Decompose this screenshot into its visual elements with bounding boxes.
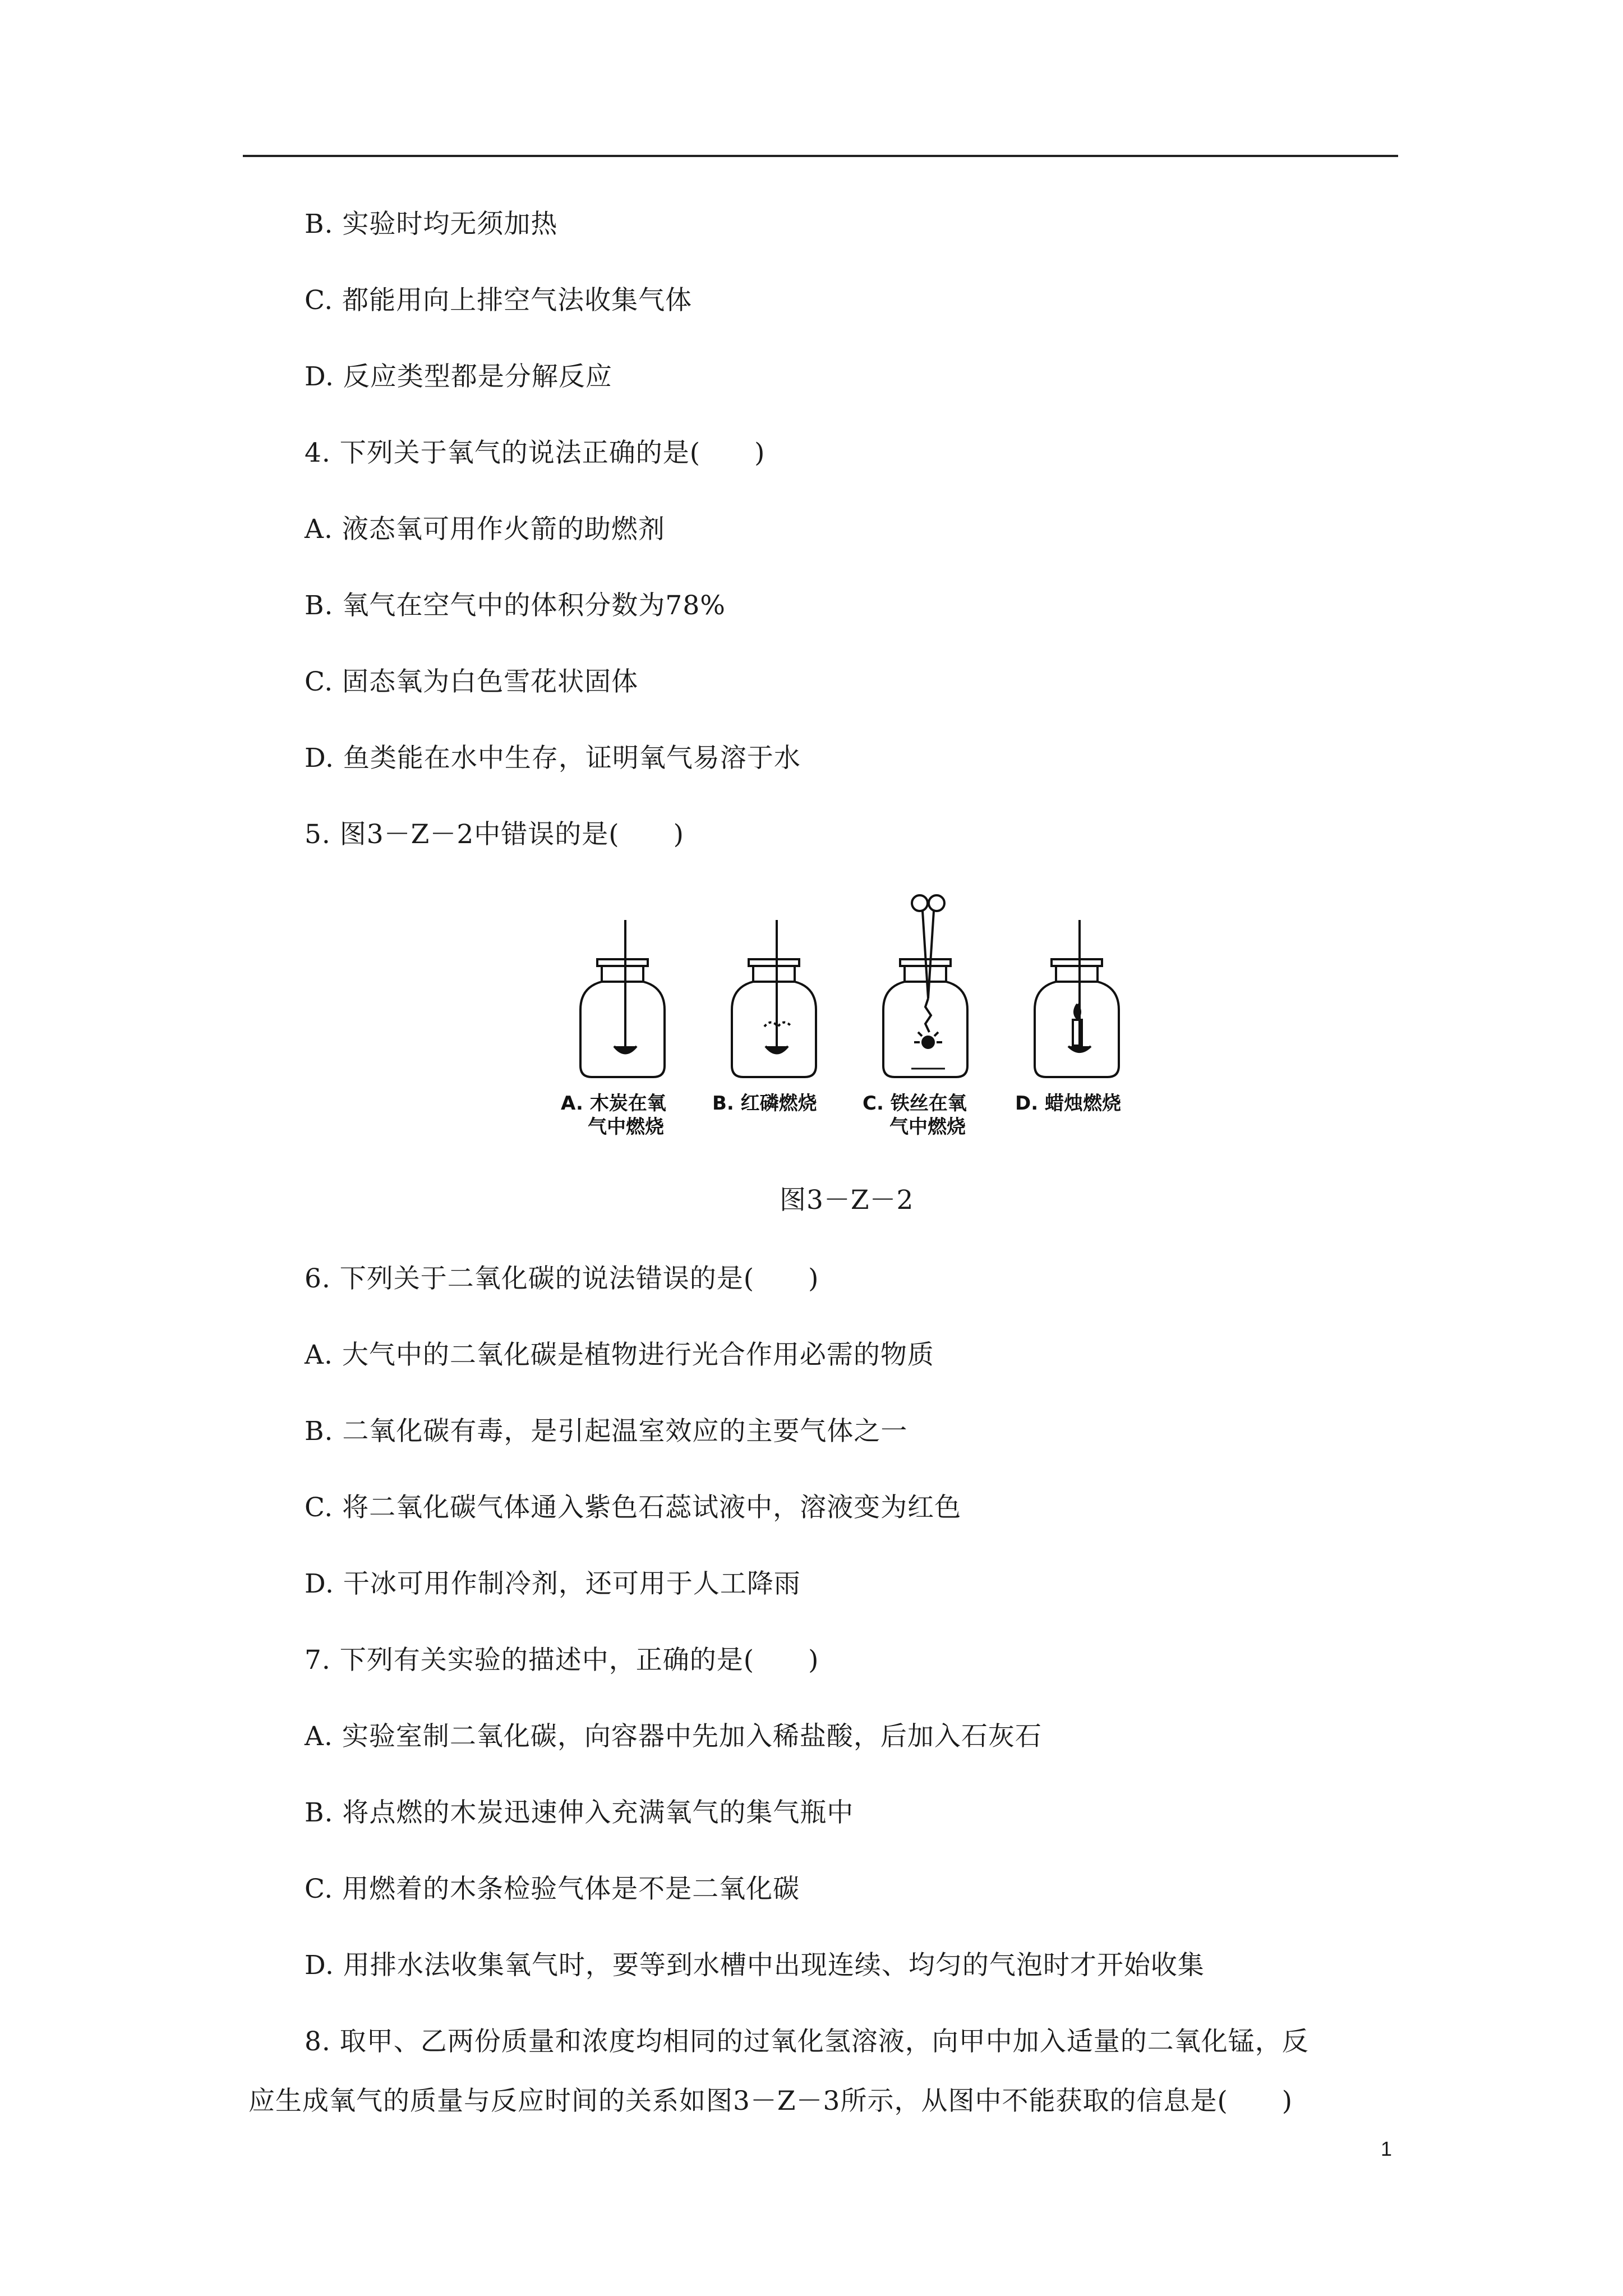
option-7d: D. 用排水法收集氧气时，要等到水槽中出现连续、均匀的气泡时才开始收集 xyxy=(305,1950,1205,1981)
option-6a: A. 大气中的二氧化碳是植物进行光合作用必需的物质 xyxy=(305,1340,934,1370)
option-6b: B. 二氧化碳有毒，是引起温室效应的主要气体之一 xyxy=(305,1416,908,1447)
question-8-line2: 应生成氧气的质量与反应时间的关系如图3－Z－3所示，从图中不能获取的信息是( ) xyxy=(248,2086,1293,2116)
question-7: 7. 下列有关实验的描述中，正确的是( ) xyxy=(305,1645,819,1676)
option-7a: A. 实验室制二氧化碳，向容器中先加入稀盐酸，后加入石灰石 xyxy=(305,1721,1042,1752)
figure-label-a-line2: 气中燃烧 xyxy=(588,1116,664,1138)
figure-label-b: B. 红磷燃烧 xyxy=(712,1092,817,1115)
figure-caption: 图3－Z－2 xyxy=(780,1185,914,1216)
option-6d: D. 干冰可用作制冷剂，还可用于人工降雨 xyxy=(305,1568,801,1599)
option-3c: C. 都能用向上排空气法收集气体 xyxy=(305,285,693,316)
option-7c: C. 用燃着的木条检验气体是不是二氧化碳 xyxy=(305,1874,800,1904)
question-4: 4. 下列关于氧气的说法正确的是( ) xyxy=(305,438,766,468)
figure-label-c: C. 铁丝在氧 xyxy=(863,1092,967,1115)
question-5: 5. 图3－Z－2中错误的是( ) xyxy=(305,819,684,850)
figure-label-d: D. 蜡烛燃烧 xyxy=(1015,1092,1121,1115)
option-7b: B. 将点燃的木炭迅速伸入充满氧气的集气瓶中 xyxy=(305,1797,854,1828)
figure-combustion-bottles xyxy=(538,886,1166,1150)
page-number: 1 xyxy=(1381,2137,1393,2160)
option-3d: D. 反应类型都是分解反应 xyxy=(305,361,612,392)
bottle-b xyxy=(732,920,816,1077)
bottle-c xyxy=(883,895,967,1077)
figure-label-a: A. 木炭在氧 xyxy=(561,1092,666,1115)
option-6c: C. 将二氧化碳气体通入紫色石蕊试液中，溶液变为红色 xyxy=(305,1492,962,1523)
question-8-line1: 8. 取甲、乙两份质量和浓度均相同的过氧化氢溶液，向甲中加入适量的二氧化锰，反 xyxy=(305,2026,1309,2057)
question-6: 6. 下列关于二氧化碳的说法错误的是( ) xyxy=(305,1263,819,1294)
option-4a: A. 液态氧可用作火箭的助燃剂 xyxy=(305,514,665,545)
option-4d: D. 鱼类能在水中生存，证明氧气易溶于水 xyxy=(305,743,801,774)
option-4b: B. 氧气在空气中的体积分数为78% xyxy=(305,590,726,621)
bottle-d xyxy=(1035,920,1119,1077)
option-4c: C. 固态氧为白色雪花状固体 xyxy=(305,666,639,697)
bottle-a xyxy=(580,920,665,1077)
header-rule xyxy=(243,155,1398,157)
option-3b: B. 实验时均无须加热 xyxy=(305,209,558,240)
figure-label-c-line2: 气中燃烧 xyxy=(889,1116,966,1138)
